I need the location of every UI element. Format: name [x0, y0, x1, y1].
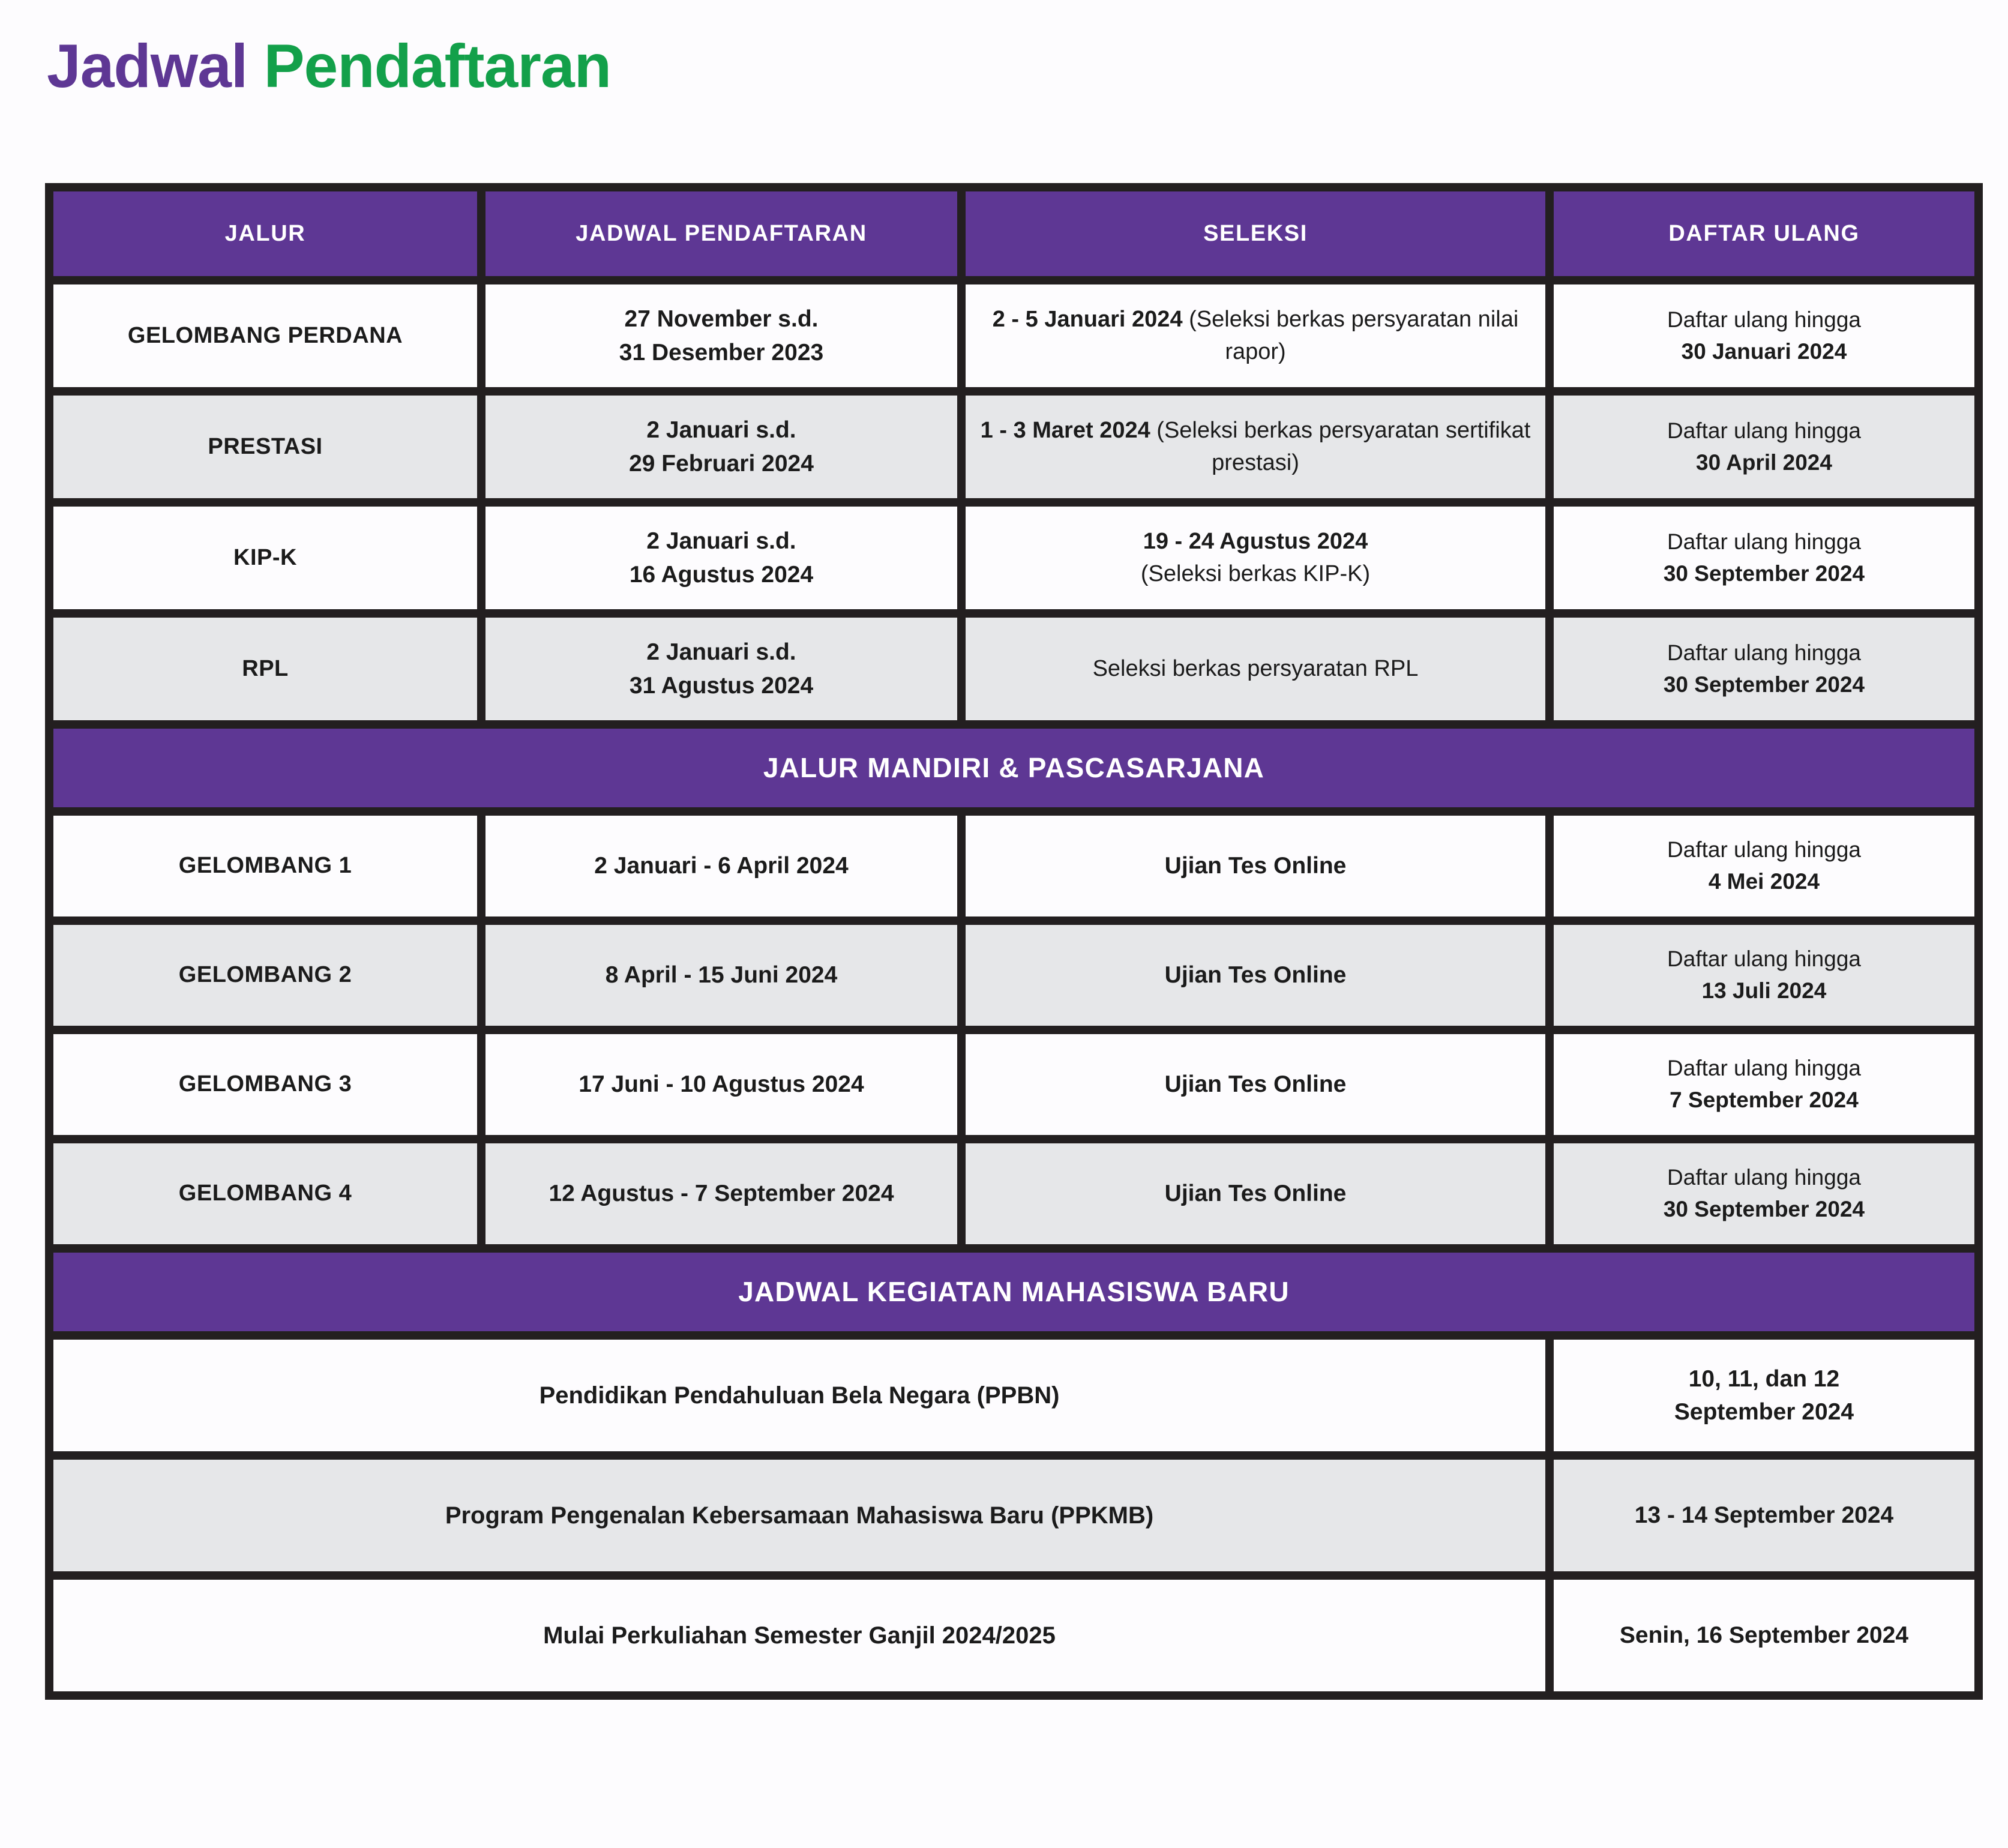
cell-daftar-ulang: [1550, 921, 1979, 1030]
table-row: [49, 811, 1979, 921]
section-header-kegiatan: [49, 1248, 1979, 1335]
jadwal-line-1: 2 Januari s.d.: [646, 528, 796, 555]
cell-kegiatan-date: [1550, 1335, 1979, 1455]
kegiatan-date-line-1: 10, 11, dan 12: [1688, 1365, 1840, 1392]
table-row: [49, 1139, 1979, 1248]
daftar-date: 4 Mei 2024: [1708, 869, 1820, 894]
cell-seleksi: Ujian Tes Online: [961, 1030, 1550, 1139]
cell-jalur: GELOMBANG PERDANA: [49, 280, 481, 391]
table-header-row: [49, 187, 1979, 280]
table-row: [49, 1335, 1979, 1455]
jadwal-line-2: 31 Agustus 2024: [629, 672, 814, 699]
cell-jalur: PRESTASI: [49, 391, 481, 502]
cell-seleksi: Ujian Tes Online: [961, 921, 1550, 1030]
daftar-prefix: Daftar ulang hingga: [1667, 837, 1861, 862]
cell-daftar-ulang: [1550, 502, 1979, 613]
cell-daftar-ulang: [1550, 811, 1979, 921]
cell-seleksi: [961, 280, 1550, 391]
cell-seleksi: Ujian Tes Online: [961, 811, 1550, 921]
daftar-date: 7 September 2024: [1670, 1088, 1859, 1112]
cell-daftar-ulang: [1550, 391, 1979, 502]
jadwal-line-1: 2 Januari s.d.: [646, 417, 796, 444]
cell-seleksi: [961, 502, 1550, 613]
cell-kegiatan-label: Mulai Perkuliahan Semester Ganjil 2024/2025: [49, 1576, 1550, 1696]
daftar-date: 13 Juli 2024: [1701, 978, 1827, 1003]
kegiatan-date-line-2: September 2024: [1674, 1399, 1854, 1425]
seleksi-date: 19 - 24 Agustus 2024: [1143, 528, 1368, 554]
cell-jalur: GELOMBANG 3: [49, 1030, 481, 1139]
jadwal-line-2: 29 Februari 2024: [629, 450, 814, 477]
cell-jadwal: 8 April - 15 Juni 2024: [481, 921, 961, 1030]
cell-jadwal: 12 Agustus - 7 September 2024: [481, 1139, 961, 1248]
cell-jadwal: [481, 502, 961, 613]
cell-jalur: GELOMBANG 4: [49, 1139, 481, 1248]
seleksi-note: Seleksi berkas persyaratan RPL: [1092, 655, 1419, 681]
column-header-jalur: JALUR: [49, 187, 481, 280]
table-row: [49, 391, 1979, 502]
cell-jalur: RPL: [49, 613, 481, 724]
cell-jadwal: 2 Januari - 6 April 2024: [481, 811, 961, 921]
column-header-daftar-ulang: DAFTAR ULANG: [1550, 187, 1979, 280]
table-row: [49, 613, 1979, 724]
cell-daftar-ulang: [1550, 280, 1979, 391]
cell-kegiatan-label: Program Pengenalan Kebersamaan Mahasiswa Baru (PPKMB): [49, 1455, 1550, 1576]
daftar-date: 30 September 2024: [1663, 561, 1865, 586]
cell-kegiatan-date: 13 - 14 September 2024: [1550, 1455, 1979, 1576]
cell-jalur: GELOMBANG 2: [49, 921, 481, 1030]
table-row: [49, 1576, 1979, 1696]
daftar-date: 30 Januari 2024: [1681, 339, 1847, 364]
seleksi-note: (Seleksi berkas persyaratan nilai rapor): [1182, 306, 1519, 364]
daftar-date: 30 April 2024: [1696, 450, 1832, 475]
cell-jadwal: [481, 391, 961, 502]
cell-jadwal: 17 Juni - 10 Agustus 2024: [481, 1030, 961, 1139]
daftar-prefix: Daftar ulang hingga: [1667, 529, 1861, 554]
table-row: [49, 1455, 1979, 1576]
page-title: [47, 31, 611, 101]
daftar-date: 30 September 2024: [1663, 1197, 1865, 1221]
column-header-seleksi: SELEKSI: [961, 187, 1550, 280]
cell-jalur: GELOMBANG 1: [49, 811, 481, 921]
cell-daftar-ulang: [1550, 613, 1979, 724]
registration-schedule-table: [45, 183, 1983, 1700]
cell-seleksi: [961, 613, 1550, 724]
cell-kegiatan-date: Senin, 16 September 2024: [1550, 1576, 1979, 1696]
cell-daftar-ulang: [1550, 1139, 1979, 1248]
daftar-prefix: Daftar ulang hingga: [1667, 1056, 1861, 1081]
jadwal-line-2: 16 Agustus 2024: [629, 561, 814, 588]
daftar-prefix: Daftar ulang hingga: [1667, 640, 1861, 665]
cell-jalur: KIP-K: [49, 502, 481, 613]
cell-seleksi: Ujian Tes Online: [961, 1139, 1550, 1248]
daftar-prefix: Daftar ulang hingga: [1667, 307, 1861, 332]
section-header-mandiri: [49, 724, 1979, 811]
table-row: [49, 280, 1979, 391]
cell-jadwal: [481, 280, 961, 391]
daftar-prefix: Daftar ulang hingga: [1667, 418, 1861, 443]
daftar-prefix: Daftar ulang hingga: [1667, 947, 1861, 972]
seleksi-date: 1 - 3 Maret 2024: [980, 417, 1150, 443]
cell-daftar-ulang: [1550, 1030, 1979, 1139]
cell-kegiatan-label: Pendidikan Pendahuluan Bela Negara (PPBN): [49, 1335, 1550, 1455]
section-header-kegiatan-label: JADWAL KEGIATAN MAHASISWA BARU: [49, 1248, 1979, 1335]
page-title-part-2: Pendaftaran: [263, 32, 612, 100]
jadwal-line-1: 27 November s.d.: [624, 306, 819, 333]
cell-seleksi: [961, 391, 1550, 502]
daftar-date: 30 September 2024: [1663, 672, 1865, 697]
cell-jadwal: [481, 613, 961, 724]
seleksi-note: (Seleksi berkas persyaratan sertifikat prestasi): [1150, 417, 1531, 475]
seleksi-date: 2 - 5 Januari 2024: [992, 306, 1183, 332]
jadwal-line-1: 2 Januari s.d.: [646, 639, 796, 666]
table-row: [49, 502, 1979, 613]
daftar-prefix: Daftar ulang hingga: [1667, 1165, 1861, 1190]
section-header-mandiri-label: JALUR MANDIRI & PASCASARJANA: [49, 724, 1979, 811]
seleksi-note: (Seleksi berkas KIP-K): [1140, 561, 1371, 586]
page-title-part-1: Jadwal: [47, 32, 248, 100]
table-row: [49, 921, 1979, 1030]
jadwal-line-2: 31 Desember 2023: [619, 339, 824, 366]
column-header-jadwal-pendaftaran: JADWAL PENDAFTARAN: [481, 187, 961, 280]
table-row: [49, 1030, 1979, 1139]
